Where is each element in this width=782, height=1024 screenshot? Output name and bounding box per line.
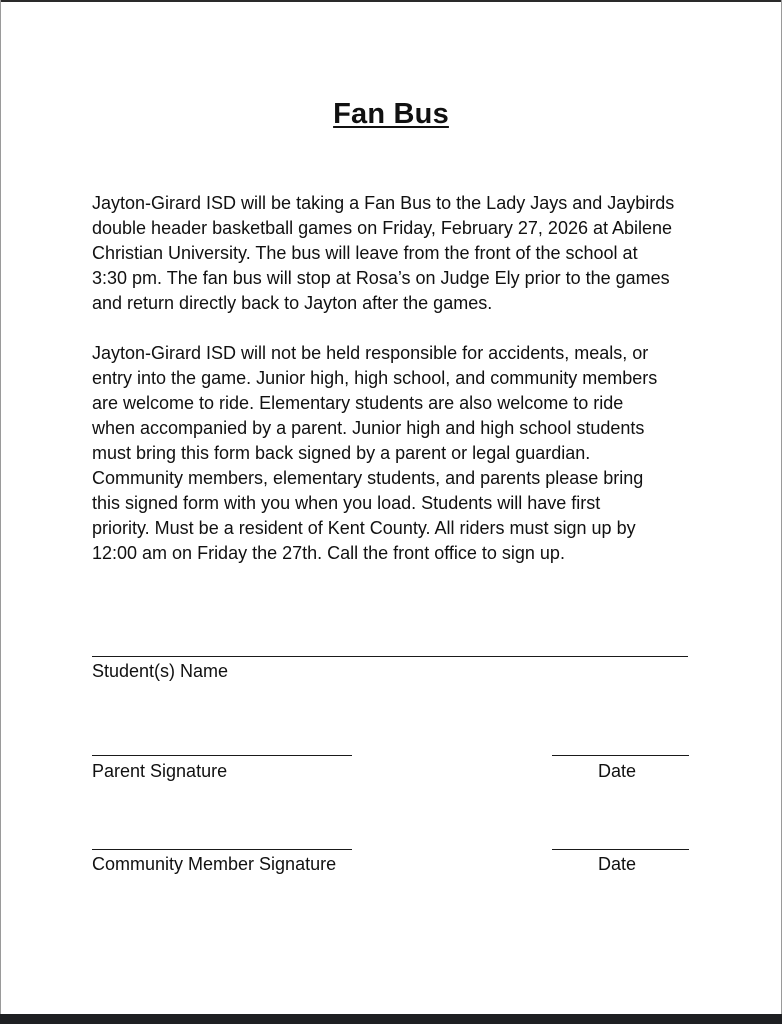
parent-date-label: Date bbox=[598, 761, 637, 781]
parent-signature-line[interactable] bbox=[92, 755, 352, 756]
student-name-label: Student(s) Name bbox=[92, 661, 229, 681]
community-signature-label: Community Member Signature bbox=[92, 854, 337, 874]
parent-signature-label: Parent Signature bbox=[92, 761, 228, 781]
left-border bbox=[0, 0, 1, 1014]
bottom-bar bbox=[0, 1014, 782, 1024]
top-border bbox=[0, 0, 782, 2]
page-title: Fan Bus bbox=[333, 98, 449, 130]
community-date-line[interactable] bbox=[552, 849, 689, 850]
paragraph-rules: Jayton-Girard ISD will not be held responsible for accidents, meals, or entry into the game. Junior high, high school, and community members are welcome to ride. Elementary students are also welcome to ride when accompanied by a parent. Junior high and high school students must bring this form back signed by a parent or legal guardian. Community members, elementary students, and parents please bring this signed form with you when you load. Students will have first priority. Must be a resident of Kent County. All riders must sign up by 12:00 am on Friday the 27th. Call the front office to sign up. bbox=[92, 343, 658, 563]
paragraph-trip-details: Jayton-Girard ISD will be taking a Fan Bus to the Lady Jays and Jaybirds double header basketball games on Friday, February 27, 2026 at Abilene Christian University. The bus will leave from the front of the school at 3:30 pm. The fan bus will stop at Rosa’s on Judge Ely prior to the games and return directly back to Jayton after the games. bbox=[92, 193, 675, 313]
parent-date-line[interactable] bbox=[552, 755, 689, 756]
student-name-line[interactable] bbox=[92, 656, 688, 657]
community-signature-line[interactable] bbox=[92, 849, 352, 850]
community-date-label: Date bbox=[598, 854, 637, 874]
